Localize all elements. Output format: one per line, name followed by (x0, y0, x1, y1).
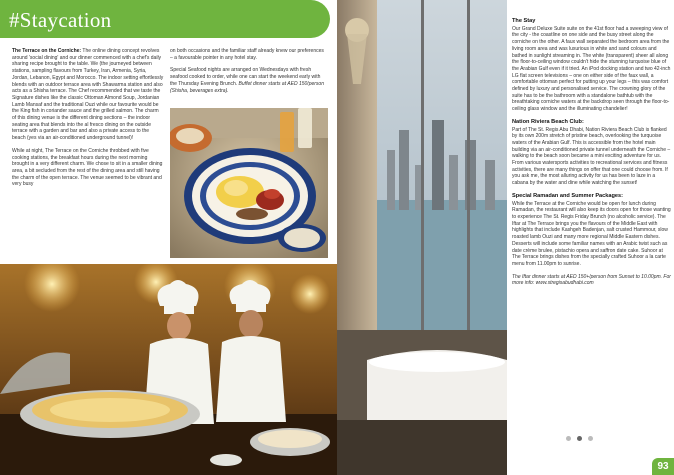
ramadan-paragraph: While the Terrace at the Corniche would be open for lunch during Ramadan, the restaurant will also keep its doors open for those wanting to experience The St. Regis Friday Brunch (no alcoholic service). The Iftar at The Terrace brings you the flavours of the Middle East with highlights that include Kashgeh Badenjan, salt crusted Hammour, slow roasted lamb Ouzi and many more regional Middle Eastern dishes. Desserts will include some familiar names with an Arabic twist such as date crème brulee, pistachio opera and saffron date cake. Suhoor at The Terrace brings dishes from the specially crafted Suhoor a la carte menu from 11.00pm to sunrise. (512, 200, 671, 267)
chefs-at-buffet-photo (0, 264, 337, 475)
left-text-column (12, 48, 164, 194)
terrace-paragraph (12, 48, 164, 142)
carousel-dots[interactable] (566, 436, 593, 441)
carousel-dot[interactable] (588, 436, 593, 441)
section-banner (0, 0, 330, 38)
staff-paragraph: on both occasions and the familiar staff already knew our preferences – a favourable pointer in any hotel stay. (170, 48, 324, 61)
seafood-paragraph (170, 67, 328, 94)
iftar-price-note: The Iftar dinner starts at AED 150+/person from Sunset to 10.00pm. For more info: www.stregisabudhabi.com (512, 273, 671, 287)
beach-club-paragraph: Part of The St. Regis Abu Dhabi, Nation Riviera Beach Club is flanked by its own 200m stretch of pristine beach, overlooking the turquoise waters of the Arabian Gulf. This is accessible from the hotel main building via an air-conditioned private tunnel underneath the Corniche – walking to the beach soon became a mini exciting adventure for us. From various watersports activities to recreational services and fitness activities, there are many things on offer that one could choose from. If you ask me, the most alluring activity for us has been to laze in a cabana by the water and dine while watching the sunset! (512, 126, 671, 187)
stay-paragraph: Our Grand Deluxe Suite suite on the 41st floor had a sweeping view of the city - the coastline on one side and the busy street along the corniche on the other. A faux wall separated the bedroom area from the living room area and was luxurious in white and sand colours and bathed in sunlight streaming in. The white (transparent) sheer all along the floor-to-ceiling window couldn't hide the stunning turquoise blue of the Arabian Gulf even if it tried. An iPod docking station and two 42-inch LG flat screen televisions – one on either side of the faux wall, a comfortable ottoman perfect for putting up your legs – this was comfort defined by luxury and personalised service. The crowning glory of the suite has to be the bathroom with a standalone bathtub with the breathtaking corniche waters at the backdrop seen through the floor-to-ceiling glass window and the illuminating chandelier! (512, 25, 671, 113)
section-title: #Staycation (9, 8, 112, 32)
carousel-dot-active[interactable] (577, 436, 582, 441)
stay-heading: The Stay (512, 18, 536, 24)
page-number: 93 (652, 458, 674, 475)
seafood-body: Special Seafood nights are arranged on Wednesdays with fresh seafood cooked to order, while one can start the weekend early with the Thursday Evening Brunch. (170, 67, 321, 87)
carousel-dot[interactable] (566, 436, 571, 441)
breakfast-plate-photo (170, 108, 328, 258)
hotel-suite-bath-photo (337, 0, 507, 475)
terrace-body: The online dining concept revolves around 'social dining' and our dinner commenced with a chef's daily sharing recipe brought to the table. We (the journeyed between stations, sampling flavours from Turkey, Iran, Armenia, Syria, Jordan, Lebanon, Egypt and Morocco. The indoor setting effortlessly blends with an outdoor terrace area with Shawarma station and also acts as a Shisha terrace. The Chef recommended that we taste the Signature dishes like the classic Ottoman Almond Soup, Jordanian Lamb Mansaf and the traditional Ouzi while our favourite would be the King fish in coriander sauce and the grilled salmon. The charm of this dining venue is the different dining sections – the indoor seating area that blends into the al fresco dining on the outside terrace with a garden and bar and also a private access to the beach (yes via an air-conditioned underground tunnel)! (12, 48, 164, 142)
right-text-column (512, 18, 672, 293)
seafood-price-note: Buffet dinner starts at AED 150/person (Shisha, beverages extra). (170, 80, 324, 94)
beach-club-heading: Nation Riviera Beach Club: (512, 118, 584, 125)
mid-text-column (170, 48, 328, 100)
terrace-lead: The Terrace on the Corniche: (12, 48, 82, 54)
night-paragraph: While at night, The Terrace on the Corniche throbbed with five cooking stations, the breakfast hours during the next morning brought in a very different charm. We chose to sit in a smaller dining area, a bit secluded from the rest of the dining area and still having the charm of the open terrace. The venue seemed to be vibrant and very busy (12, 147, 163, 188)
ramadan-heading: Special Ramadan and Summer Packages: (512, 192, 623, 199)
